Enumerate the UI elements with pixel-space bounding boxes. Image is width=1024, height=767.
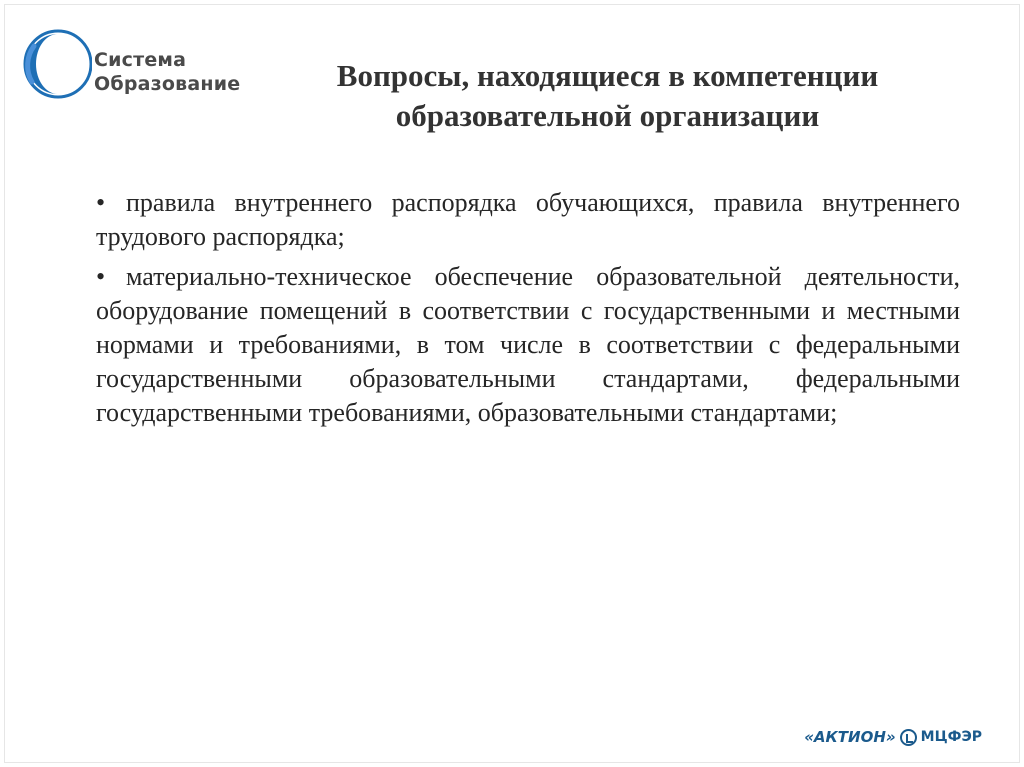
list-item — [96, 186, 960, 254]
bullet-text: материально-техническое обеспечение образовательной деятельности, оборудование помещений в соответствии с государственными и местными нормами и требованиями, в том числе в соответствии с федеральными государственными образовательными стандартами, федеральными государственными требованиями, образовательными стандартами; — [96, 262, 960, 427]
slide-title-line-2: образовательной организации — [395, 98, 820, 133]
slide-title-line-1: Вопросы, находящиеся в компетенции — [336, 58, 879, 93]
brand-logo — [22, 24, 252, 106]
bullet-marker: • — [96, 262, 106, 291]
footer-partner: МЦФЭР — [920, 729, 982, 745]
slide-title — [250, 56, 965, 136]
logo-line-1: Система — [94, 49, 187, 71]
blue-circle-logo-icon — [22, 24, 92, 106]
bullet-text: правила внутреннего распорядка обучающихся, правила внутреннего трудового распорядка; — [96, 188, 960, 251]
bullet-marker: • — [96, 188, 106, 217]
logo-text — [94, 48, 240, 96]
check-badge-icon — [900, 729, 917, 746]
list-item — [96, 260, 960, 430]
footer-logo — [804, 725, 982, 749]
footer-brand: «АКТИОН» — [804, 728, 896, 746]
logo-line-2: Образование — [94, 73, 241, 95]
bullet-list — [96, 186, 960, 436]
